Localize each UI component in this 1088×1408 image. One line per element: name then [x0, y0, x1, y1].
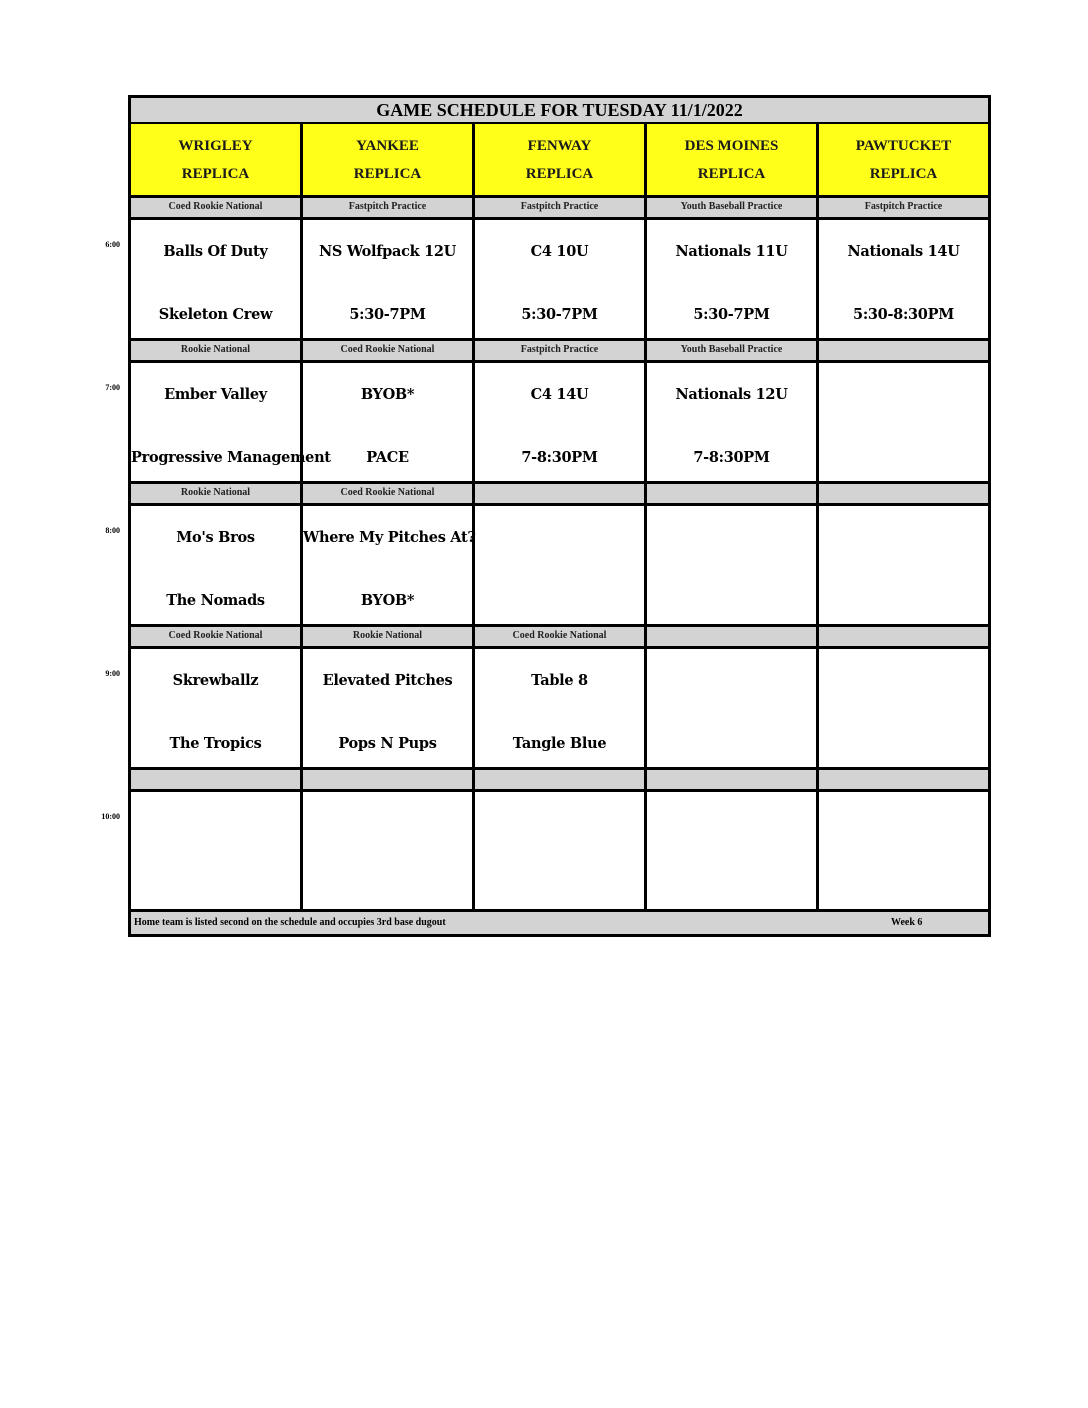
division-label: Youth Baseball Practice [647, 198, 819, 217]
game-row [131, 649, 988, 770]
game-cell [131, 792, 303, 913]
division-label-row [131, 481, 988, 506]
field-name: PAWTUCKET [855, 137, 952, 154]
time-slot [131, 481, 988, 627]
schedule-sheet [128, 95, 991, 937]
division-label-row [131, 338, 988, 363]
division-label: Coed Rookie National [131, 627, 303, 646]
game-cell [131, 363, 331, 484]
division-label [819, 627, 988, 646]
field-name: WRIGLEY [178, 137, 253, 154]
division-label: Fastpitch Practice [303, 198, 475, 217]
time-slot [131, 767, 988, 913]
away-team: Ember Valley [164, 386, 267, 403]
time-label: 9:00 [105, 669, 120, 678]
division-label: Youth Baseball Practice [647, 341, 819, 360]
game-cell [131, 220, 303, 341]
division-label [475, 770, 647, 789]
away-team: NS Wolfpack 12U [318, 243, 457, 260]
time-slot [131, 624, 988, 770]
game-cell [131, 506, 303, 627]
game-cell [475, 649, 647, 770]
division-label: Fastpitch Practice [475, 198, 647, 217]
away-team: Mo's Bros [176, 529, 255, 546]
division-label: Fastpitch Practice [475, 341, 647, 360]
division-label [647, 627, 819, 646]
footer-bar [131, 909, 988, 934]
field-name: YANKEE [356, 137, 419, 154]
away-team: C4 10U [530, 243, 589, 260]
division-label [475, 484, 647, 503]
game-cell [647, 220, 819, 341]
game-row [131, 506, 988, 627]
away-team: Nationals 12U [675, 386, 788, 403]
game-cell [131, 649, 303, 770]
field-sub: REPLICA [353, 165, 422, 182]
game-cell [647, 792, 819, 913]
time-slot [131, 195, 988, 341]
home-team: 5:30-7PM [693, 306, 770, 323]
home-team: 5:30-8:30PM [853, 306, 954, 323]
division-label: Rookie National [131, 484, 303, 503]
home-team: Skeleton Crew [158, 306, 273, 323]
away-team: Nationals 14U [847, 243, 960, 260]
division-label: Rookie National [303, 627, 475, 646]
division-label-row [131, 624, 988, 649]
away-team: Balls Of Duty [163, 243, 268, 260]
time-label: 8:00 [105, 526, 120, 535]
game-cell [303, 220, 475, 341]
field-header-pawtucket [819, 124, 988, 195]
field-header-fenway [475, 124, 647, 195]
game-cell [475, 220, 647, 341]
division-label [647, 484, 819, 503]
game-row [131, 363, 988, 484]
away-team: Where My Pitches At? [303, 529, 476, 546]
field-header-wrigley [131, 124, 303, 195]
field-sub: REPLICA [869, 165, 938, 182]
field-sub: REPLICA [697, 165, 766, 182]
division-label [819, 770, 988, 789]
game-cell [819, 506, 988, 627]
division-label [303, 770, 475, 789]
home-team: The Tropics [169, 735, 262, 752]
away-team: Nationals 11U [675, 243, 788, 260]
week-label: Week 6 [891, 917, 923, 928]
field-sub: REPLICA [181, 165, 250, 182]
game-row [131, 220, 988, 341]
game-cell [475, 792, 647, 913]
home-team: BYOB* [360, 592, 415, 609]
game-row [131, 792, 988, 913]
division-label-row [131, 767, 988, 792]
home-team: 5:30-7PM [521, 306, 598, 323]
page-title: GAME SCHEDULE FOR TUESDAY 11/1/2022 [131, 98, 988, 124]
home-team: 7-8:30PM [521, 449, 598, 466]
field-sub: REPLICA [525, 165, 594, 182]
game-cell [819, 649, 988, 770]
division-label: Coed Rookie National [303, 341, 475, 360]
game-cell [647, 649, 819, 770]
away-team: Table 8 [531, 672, 588, 689]
field-name: FENWAY [527, 137, 592, 154]
division-label [819, 484, 988, 503]
field-header-row [131, 124, 988, 195]
game-cell [819, 792, 988, 913]
home-team: PACE [366, 449, 409, 466]
division-label [131, 770, 303, 789]
footer-note: Home team is listed second on the schedule and occupies 3rd base dugout [134, 917, 446, 928]
game-cell [647, 363, 819, 484]
home-team: 5:30-7PM [349, 306, 426, 323]
home-team: The Nomads [166, 592, 265, 609]
time-label: 6:00 [105, 240, 120, 249]
time-slot [131, 338, 988, 484]
home-team: Pops N Pups [338, 735, 437, 752]
game-cell [475, 506, 647, 627]
home-team: 7-8:30PM [693, 449, 770, 466]
away-team: BYOB* [360, 386, 415, 403]
game-cell [303, 363, 475, 484]
game-cell [475, 363, 647, 484]
division-label-row [131, 195, 988, 220]
division-label: Fastpitch Practice [864, 201, 943, 212]
division-label [819, 341, 988, 360]
game-cell [303, 649, 475, 770]
game-cell [819, 363, 988, 484]
game-cell [303, 792, 475, 913]
game-cell [303, 506, 475, 627]
time-label: 7:00 [105, 383, 120, 392]
away-team: Skrewballz [172, 672, 259, 689]
division-label: Rookie National [131, 341, 303, 360]
time-label: 10:00 [101, 812, 120, 821]
away-team: Elevated Pitches [322, 672, 453, 689]
division-label: Coed Rookie National [131, 198, 303, 217]
home-team: Tangle Blue [512, 735, 607, 752]
division-label: Coed Rookie National [303, 484, 475, 503]
home-team: Progressive Management [131, 449, 331, 466]
field-header-yankee [303, 124, 475, 195]
game-cell [819, 220, 988, 341]
division-label: Coed Rookie National [475, 627, 647, 646]
division-label [647, 770, 819, 789]
away-team: C4 14U [530, 386, 589, 403]
field-header-des-moines [647, 124, 819, 195]
game-cell [647, 506, 819, 627]
field-name: DES MOINES [684, 137, 779, 154]
